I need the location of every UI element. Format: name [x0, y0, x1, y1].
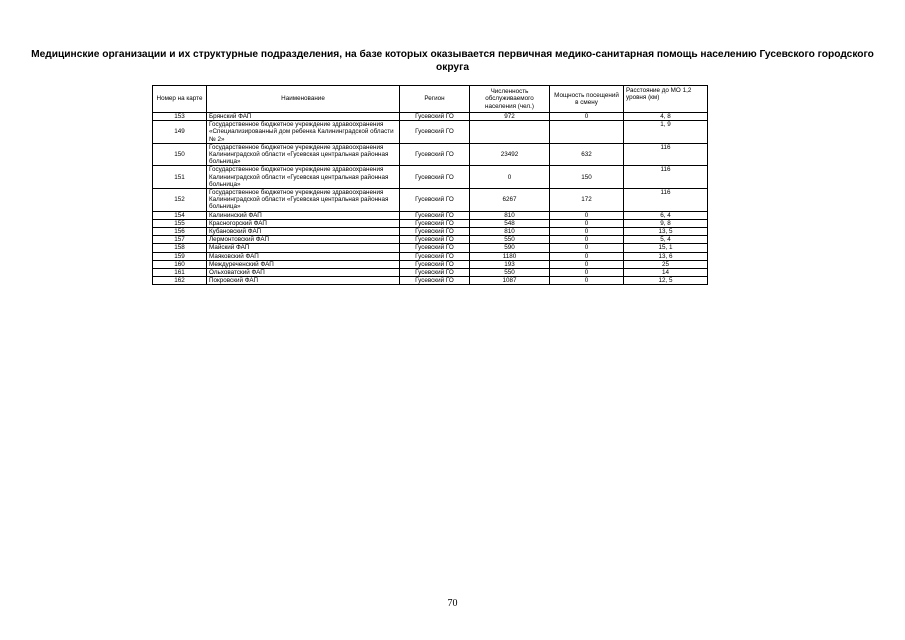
cell-distance: 14 — [624, 269, 708, 277]
table-row — [153, 252, 708, 260]
cell-region: Гусевский ГО — [400, 260, 470, 268]
cell-population: 810 — [470, 211, 550, 219]
cell-name: Государственное бюджетное учреждение здравоохранения Калининградской области «Гусевская центральная районная больница» — [207, 166, 400, 189]
table-body — [153, 113, 708, 285]
page-number: 70 — [447, 598, 458, 609]
cell-capacity: 632 — [550, 143, 624, 166]
cell-region: Гусевский ГО — [400, 252, 470, 260]
cell-num: 150 — [153, 143, 207, 166]
cell-num: 151 — [153, 166, 207, 189]
cell-num: 149 — [153, 121, 207, 144]
cell-population: 972 — [470, 113, 550, 121]
cell-region: Гусевский ГО — [400, 236, 470, 244]
cell-num: 158 — [153, 244, 207, 252]
cell-distance: 6, 4 — [624, 211, 708, 219]
table-row — [153, 260, 708, 268]
cell-capacity: 0 — [550, 211, 624, 219]
cell-capacity: 0 — [550, 236, 624, 244]
cell-num: 155 — [153, 219, 207, 227]
cell-population: 548 — [470, 219, 550, 227]
cell-population: 550 — [470, 236, 550, 244]
cell-distance: 4, 8 — [624, 113, 708, 121]
cell-num: 152 — [153, 189, 207, 212]
cell-distance: 13, 5 — [624, 228, 708, 236]
cell-population: 810 — [470, 228, 550, 236]
cell-region: Гусевский ГО — [400, 143, 470, 166]
cell-region: Гусевский ГО — [400, 113, 470, 121]
table-row — [153, 121, 708, 144]
facilities-table-wrapper — [152, 85, 707, 285]
cell-capacity: 0 — [550, 219, 624, 227]
cell-population: 6267 — [470, 189, 550, 212]
document-title: Медицинские организации и их структурные подразделения, на базе которых оказывается первичная медико-санитарная помощь населению Гусевского городского округа — [31, 49, 874, 73]
table-row — [153, 113, 708, 121]
cell-distance: 116 — [624, 189, 708, 212]
cell-population: 550 — [470, 269, 550, 277]
header-num: Номер на карте — [153, 86, 207, 113]
header-name: Наименование — [207, 86, 400, 113]
cell-population: 1180 — [470, 252, 550, 260]
cell-num: 161 — [153, 269, 207, 277]
table-row — [153, 189, 708, 212]
table-row — [153, 269, 708, 277]
cell-distance: 116 — [624, 166, 708, 189]
cell-capacity — [550, 121, 624, 144]
cell-capacity: 0 — [550, 260, 624, 268]
cell-distance: 5, 4 — [624, 236, 708, 244]
table-header-row — [153, 86, 708, 113]
table-row — [153, 211, 708, 219]
header-capacity: Мощность посещений в смену — [550, 86, 624, 113]
cell-name: Государственное бюджетное учреждение здравоохранения Калининградской области «Гусевская центральная районная больница» — [207, 189, 400, 212]
cell-capacity: 0 — [550, 113, 624, 121]
cell-name: Кубановский ФАП — [207, 228, 400, 236]
table-row — [153, 244, 708, 252]
cell-name: Калининский ФАП — [207, 211, 400, 219]
cell-capacity: 150 — [550, 166, 624, 189]
cell-distance: 25 — [624, 260, 708, 268]
cell-population: 23492 — [470, 143, 550, 166]
cell-region: Гусевский ГО — [400, 219, 470, 227]
cell-name: Маяковский ФАП — [207, 252, 400, 260]
header-distance: Расстояние до МО 1,2 уровня (км) — [624, 86, 708, 113]
cell-capacity: 0 — [550, 252, 624, 260]
cell-name: Междуреченский ФАП — [207, 260, 400, 268]
cell-region: Гусевский ГО — [400, 228, 470, 236]
cell-name: Лермонтовский ФАП — [207, 236, 400, 244]
cell-distance: 15, 1 — [624, 244, 708, 252]
cell-distance: 13, 6 — [624, 252, 708, 260]
facilities-table — [152, 85, 708, 285]
table-row — [153, 166, 708, 189]
cell-name: Майский ФАП — [207, 244, 400, 252]
cell-region: Гусевский ГО — [400, 277, 470, 285]
cell-distance: 1, 9 — [624, 121, 708, 144]
cell-population — [470, 121, 550, 144]
cell-num: 153 — [153, 113, 207, 121]
cell-name: Красногорский ФАП — [207, 219, 400, 227]
cell-num: 156 — [153, 228, 207, 236]
table-row — [153, 228, 708, 236]
cell-distance: 116 — [624, 143, 708, 166]
cell-distance: 9, 8 — [624, 219, 708, 227]
cell-capacity: 172 — [550, 189, 624, 212]
cell-region: Гусевский ГО — [400, 269, 470, 277]
cell-capacity: 0 — [550, 228, 624, 236]
cell-name: Государственное бюджетное учреждение здравоохранения «Специализированный дом ребенка Калининградской области № 2» — [207, 121, 400, 144]
cell-num: 160 — [153, 260, 207, 268]
cell-name: Ольховатский ФАП — [207, 269, 400, 277]
cell-num: 162 — [153, 277, 207, 285]
cell-capacity: 0 — [550, 269, 624, 277]
cell-region: Гусевский ГО — [400, 166, 470, 189]
cell-population: 1087 — [470, 277, 550, 285]
header-region: Регион — [400, 86, 470, 113]
table-row — [153, 219, 708, 227]
cell-name: Государственное бюджетное учреждение здравоохранения Калининградской области «Гусевская центральная районная больница» — [207, 143, 400, 166]
cell-name: Покровский ФАП — [207, 277, 400, 285]
cell-capacity: 0 — [550, 244, 624, 252]
table-row — [153, 143, 708, 166]
table-row — [153, 236, 708, 244]
cell-population: 193 — [470, 260, 550, 268]
header-population: Численность обслуживаемого населения (чел.) — [470, 86, 550, 113]
cell-num: 154 — [153, 211, 207, 219]
cell-num: 157 — [153, 236, 207, 244]
cell-population: 0 — [470, 166, 550, 189]
table-row — [153, 277, 708, 285]
cell-capacity: 0 — [550, 277, 624, 285]
cell-num: 159 — [153, 252, 207, 260]
cell-region: Гусевский ГО — [400, 189, 470, 212]
cell-region: Гусевский ГО — [400, 244, 470, 252]
cell-population: 590 — [470, 244, 550, 252]
cell-name: Брянский ФАП — [207, 113, 400, 121]
cell-region: Гусевский ГО — [400, 211, 470, 219]
cell-region: Гусевский ГО — [400, 121, 470, 144]
cell-distance: 12, 5 — [624, 277, 708, 285]
